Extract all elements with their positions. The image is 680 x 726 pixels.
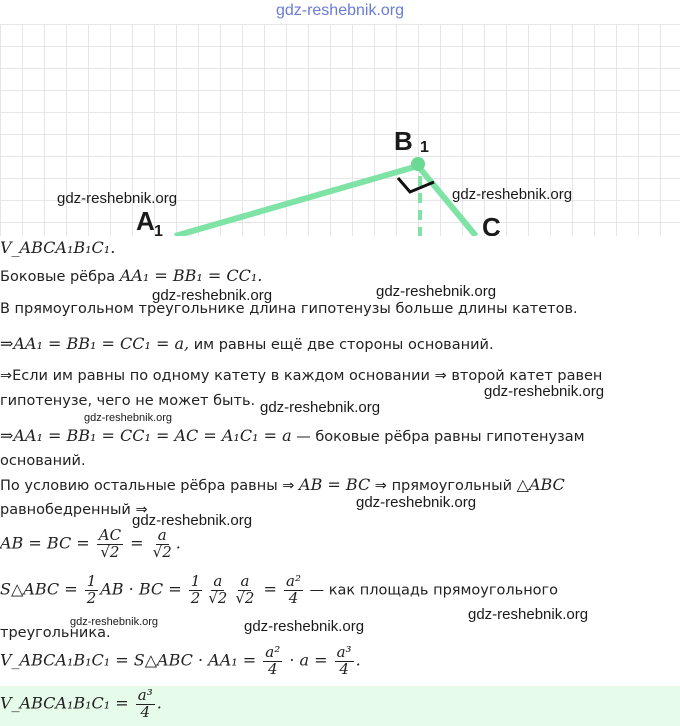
- watermark: gdz-reshebnik.org: [70, 616, 159, 628]
- vertex-b1-dot: [411, 157, 425, 171]
- watermark: gdz-reshebnik.org: [452, 186, 573, 203]
- fraction: $\frac{AC}{√2}$: [98, 526, 122, 561]
- watermark: gdz-reshebnik.org: [376, 283, 497, 300]
- watermark: gdz-reshebnik.org: [57, 190, 178, 207]
- line-10: V_ABCA₁B₁C₁ = S△ABC · AA₁ = $\frac{\text{a²}}{4}$ · a = $\frac{\text{a³}}{4}$ .: [0, 643, 361, 678]
- fraction: $\frac{a}{√2}$: [152, 526, 172, 561]
- line-2: Боковые рёбра AA₁ = BB₁ = CC₁.: [0, 266, 263, 285]
- watermark: gdz-reshebnik.org: [152, 287, 273, 304]
- line-4: ⇒AA₁ = BB₁ = CC₁ = a, им равны ещё две стороны оснований.: [0, 334, 494, 353]
- line-7a: По условию остальные рёбра равны ⇒ AB = BC ⇒ прямоугольный △ABC: [0, 475, 565, 494]
- vertex-c1-label: C: [482, 212, 501, 236]
- vertex-b1-sub: 1: [420, 139, 429, 156]
- line-6b: оснований.: [0, 453, 86, 469]
- fraction: $\frac{\text{a²}}{4}$: [265, 643, 281, 678]
- line-11-final: V_ABCA₁B₁C₁ = $\frac{\text{a³}}{4}$ .: [0, 686, 162, 721]
- fraction: $\frac{\text{a³}}{4}$: [336, 643, 352, 678]
- fraction: $\frac{\text{a³}}{4}$: [137, 686, 153, 721]
- fraction: $\frac{1}{2}$: [86, 572, 97, 607]
- vertex-a1-label: A: [136, 206, 155, 236]
- line-9b: треугольника.: [0, 625, 111, 641]
- fraction: $\frac{\text{a²}}{4}$: [286, 572, 302, 607]
- watermark: gdz-reshebnik.org: [244, 618, 365, 635]
- fraction: $\frac{a}{√2}$: [235, 572, 255, 607]
- edge-a1-b1: [175, 166, 418, 236]
- line-6a: ⇒AA₁ = BB₁ = CC₁ = AC = A₁C₁ = a — боковые рёбра равны гипотенузам: [0, 426, 585, 445]
- line-5a: ⇒Если им равны по одному катету в каждом основании ⇒ второй катет равен: [0, 368, 603, 384]
- line-9a: S△ABC = $\frac{1}{2}$ AB · BC = $\frac{1}{2}$ $\frac{a}{√2}$ $\frac{a}{√2}$ = $\frac{\text{a²}}{4}$ — как площадь прямоугольного: [0, 572, 559, 607]
- vertex-a1-sub: 1: [154, 223, 163, 236]
- watermark: gdz-reshebnik.org: [468, 606, 589, 623]
- watermark: gdz-reshebnik.org: [260, 399, 381, 416]
- line-5b: гипотенузе, чего не может быть.: [0, 393, 256, 409]
- watermark: gdz-reshebnik.org: [356, 494, 477, 511]
- line-1: V_ABCA₁B₁C₁.: [0, 238, 116, 257]
- line-7b: равнобедренный ⇒: [0, 502, 148, 518]
- fraction: $\frac{1}{2}$: [190, 572, 201, 607]
- watermark: gdz-reshebnik.org: [84, 412, 173, 424]
- site-header-link[interactable]: gdz-reshebnik.org: [275, 2, 405, 19]
- line-8: AB = BC = $\frac{AC}{√2}$ = $\frac{a}{√2}$ .: [0, 526, 181, 561]
- watermark: gdz-reshebnik.org: [484, 383, 605, 400]
- fraction: $\frac{a}{√2}$: [208, 572, 228, 607]
- vertex-b1-label: B: [394, 126, 413, 156]
- line-3: В прямоугольном треугольнике длина гипотенузы больше длины катетов.: [0, 301, 578, 317]
- watermark: gdz-reshebnik.org: [132, 512, 253, 529]
